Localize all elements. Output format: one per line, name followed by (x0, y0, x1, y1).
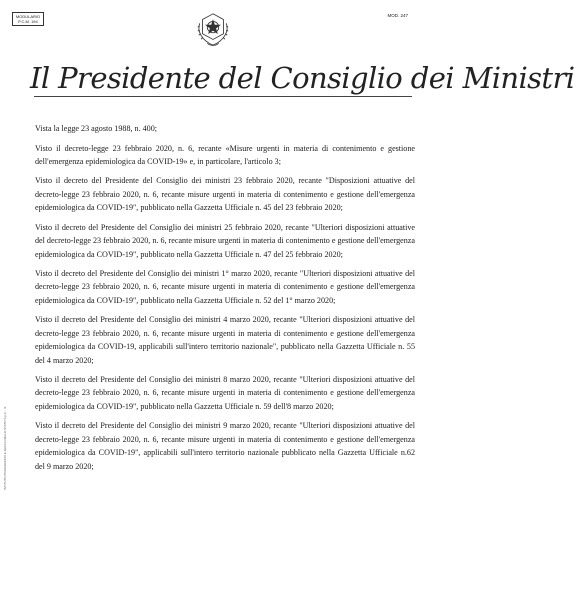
page-heading: Il Presidente del Consiglio dei Ministri (30, 61, 574, 95)
paragraph: Visto il decreto del Presidente del Consiglio dei ministri 9 marzo 2020, recante "Ulteriori disposizioni attuative del decreto-legge 23 febbraio 2020, n. 6, recante misure urgenti in materia di contenimento e gestione dell'emergenza epidemiologica da COVID-19", applicabili sull'intero territorio nazionale pubblicato nella Gazzetta Ufficiale n.62 del 9 marzo 2020; (35, 421, 415, 471)
paragraph: Visto il decreto del Presidente del Consiglio dei ministri 25 febbraio 2020, recante "Ulteriori disposizioni attuative del decreto-legge 23 febbraio 2020, n. 6, recante misure urgenti in materia di contenimento e gestione dell'emergenza epidemiologica da COVID-19", pubblicato nella Gazzetta Ufficiale n. 47 del 25 febbraio 2020; (35, 222, 415, 259)
side-print-text: ISTITUTO POLIGRAFICO E ZECCA DELLO STATO S.p.A. - S. (3, 405, 7, 490)
form-box-line-2: P.C.M. 194 (18, 19, 38, 24)
form-model-code: MOD. 247 (387, 13, 408, 18)
paragraph: Visto il decreto del Presidente del Consiglio dei ministri 8 marzo 2020, recante "Ulteriori disposizioni attuative del decreto-legge 23 febbraio 2020, n. 6, recante misure urgenti in materia di contenimento e gestione dell'emergenza epidemiologica da COVID-19", pubblicato nella Gazzetta Ufficiale n. 59 dell'8 marzo 2020; (35, 375, 415, 411)
form-box-line-1: MODULARIO (15, 14, 41, 19)
paragraph: Visto il decreto del Presidente del Consiglio dei ministri 4 marzo 2020, recante "Ulteriori disposizioni attuative del decreto-legge 23 febbraio 2020, n. 6, recante misure urgenti in materia di contenimento e gestione dell'emergenza epidemiologica da COVID-19, applicabili sull'intero territorio nazionale", pubblicato nella Gazzetta Ufficiale n. 55 del 4 marzo 2020; (35, 315, 415, 365)
heading-rule (34, 96, 412, 97)
paragraph: Visto il decreto-legge 23 febbraio 2020, n. 6, recante «Misure urgenti in materia di contenimento e gestione dell'emergenza epidemiologica da COVID-19» e, in particolare, l'articolo 3; (35, 143, 415, 166)
paragraph: Visto il decreto del Presidente del Consiglio dei ministri 23 febbraio 2020, recante "Disposizioni attuative del decreto-legge 23 febbraio 2020, n. 6, recante misure urgenti in materia di contenimento e gestione dell'emergenza epidemiologica da COVID-19", pubblicato nella Gazzetta Ufficiale n. 45 del 23 febbraio 2020; (35, 176, 415, 213)
paragraph: Visto il decreto del Presidente del Consiglio dei ministri 1° marzo 2020, recante "Ulteriori disposizioni attuative del decreto-legge 23 febbraio 2020, n. 6, recante misure urgenti in materia di contenimento e gestione dell'emergenza epidemiologica da COVID-19", pubblicato nella Gazzetta Ufficiale n. 52 del 1° marzo 2020; (35, 269, 415, 305)
document-body (35, 122, 415, 479)
form-code-box (12, 12, 44, 26)
republic-emblem-icon (194, 10, 232, 48)
paragraph: Vista la legge 23 agosto 1988, n. 400; (35, 124, 158, 133)
